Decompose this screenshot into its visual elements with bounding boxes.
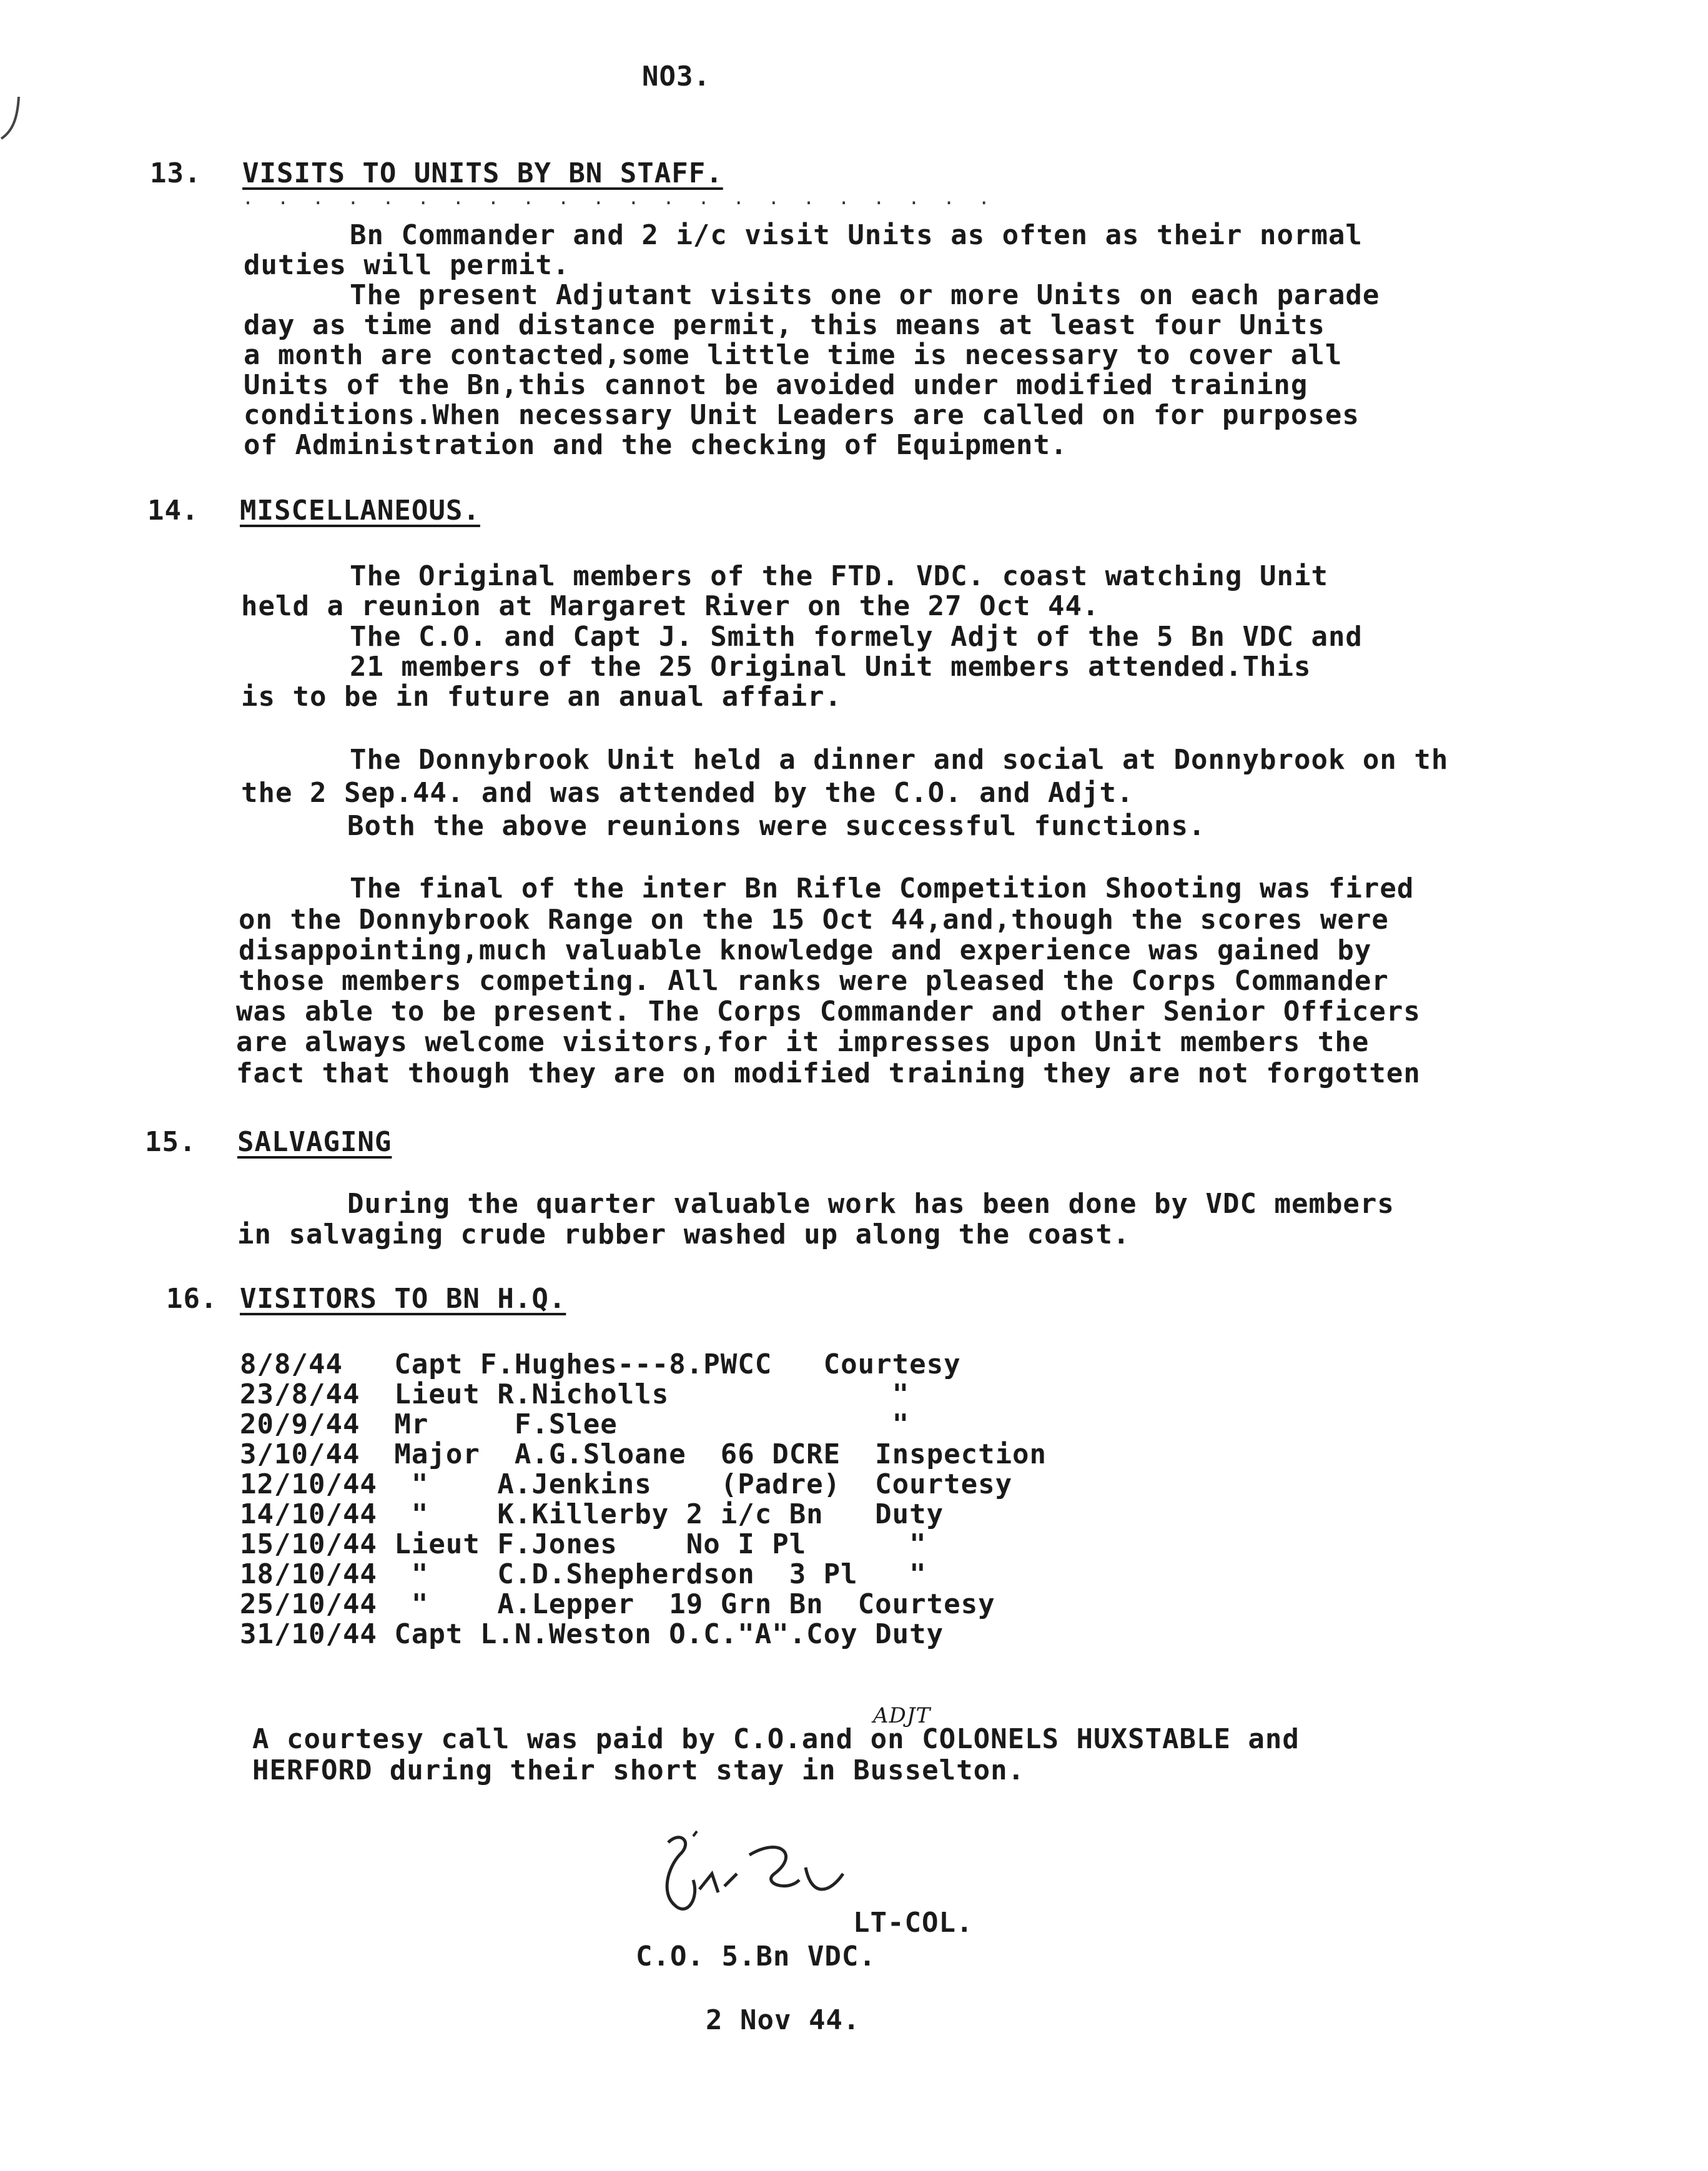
visitor-row: 15/10/44 Lieut F.Jones No I Pl " bbox=[240, 1528, 927, 1560]
section-14-line: held a reunion at Margaret River on the 27 Oct 44. bbox=[241, 590, 1100, 622]
section-13-line: of Administration and the checking of Equipment. bbox=[244, 429, 1068, 461]
section-15-line: in salvaging crude rubber washed up along the coast. bbox=[237, 1219, 1130, 1250]
visitor-row: 25/10/44 " A.Lepper 19 Grn Bn Courtesy bbox=[240, 1588, 995, 1620]
section-13-line: duties will permit. bbox=[244, 249, 570, 281]
visitor-row: 3/10/44 Major A.G.Sloane 66 DCRE Inspection bbox=[240, 1438, 1047, 1470]
section-14-line: 21 members of the 25 Original Unit members attended.This bbox=[350, 651, 1311, 683]
signature-title: C.O. 5.Bn VDC. bbox=[636, 1941, 876, 1972]
section-14-line: Both the above reunions were successful functions. bbox=[347, 810, 1206, 842]
section-15-line: During the quarter valuable work has been done by VDC members bbox=[347, 1188, 1395, 1220]
section-13-line: conditions.When necessary Unit Leaders are called on for purposes bbox=[244, 399, 1360, 431]
section-14-line: The Original members of the FTD. VDC. coast watching Unit bbox=[350, 560, 1328, 592]
heading-dotted-rule: . . . . . . . . . . . . . . . . . . . . . . bbox=[242, 187, 996, 209]
closing-line: HERFORD during their short stay in Busselton. bbox=[252, 1754, 1025, 1786]
section-14-line: on the Donnybrook Range on the 15 Oct 44,and,though the scores were bbox=[239, 904, 1389, 936]
section-14-line: disappointing,much valuable knowledge and experience was gained by bbox=[239, 934, 1372, 966]
section-14-line: are always welcome visitors,for it impresses upon Unit members the bbox=[236, 1026, 1370, 1058]
section-13-line: a month are contacted,some little time is necessary to cover all bbox=[244, 339, 1343, 371]
section-16-heading: VISITORS TO BN H.Q. bbox=[240, 1283, 566, 1315]
section-14-line: The final of the inter Bn Rifle Competition Shooting was fired bbox=[350, 873, 1414, 904]
section-13-line: Bn Commander and 2 i/c visit Units as often as their normal bbox=[350, 219, 1363, 251]
visitor-row: 14/10/44 " K.Killerby 2 i/c Bn Duty bbox=[240, 1498, 944, 1530]
section-14-line: those members competing. All ranks were pleased the Corps Commander bbox=[239, 965, 1389, 997]
section-14-line: The Donnybrook Unit held a dinner and social at Donnybrook on th bbox=[350, 744, 1449, 776]
visitor-row: 8/8/44 Capt F.Hughes---8.PWCC Courtesy bbox=[240, 1348, 961, 1380]
visitor-row: 31/10/44 Capt L.N.Weston O.C."A".Coy Duty bbox=[240, 1618, 944, 1650]
section-13-heading: VISITS TO UNITS BY BN STAFF. bbox=[242, 157, 723, 189]
closing-line: A courtesy call was paid by C.O.and on COLONELS HUXSTABLE and bbox=[252, 1723, 1300, 1755]
margin-mark bbox=[0, 94, 25, 144]
section-13-number: 13. bbox=[150, 157, 202, 189]
section-13-line: The present Adjutant visits one or more Units on each parade bbox=[350, 279, 1380, 311]
section-14-line: The C.O. and Capt J. Smith formely Adjt of the 5 Bn VDC and bbox=[350, 621, 1363, 653]
section-16-number: 16. bbox=[166, 1283, 218, 1315]
visitor-row: 20/9/44 Mr F.Slee " bbox=[240, 1408, 910, 1440]
section-13-line: Units of the Bn,this cannot be avoided under modified training bbox=[244, 369, 1308, 401]
section-14-line: fact that though they are on modified training they are not forgotten bbox=[236, 1057, 1421, 1089]
document-date: 2 Nov 44. bbox=[706, 2004, 861, 2036]
section-15-heading: SALVAGING bbox=[237, 1126, 392, 1158]
signature-rank: LT-COL. bbox=[853, 1907, 974, 1939]
page-number: NO3. bbox=[642, 61, 711, 92]
section-14-line: the 2 Sep.44. and was attended by the C.O. and Adjt. bbox=[241, 777, 1134, 809]
section-14-heading: MISCELLANEOUS. bbox=[240, 495, 480, 527]
visitor-row: 12/10/44 " A.Jenkins (Padre) Courtesy bbox=[240, 1468, 1013, 1500]
handwritten-insert: ADJT bbox=[873, 1703, 931, 1728]
section-13-line: day as time and distance permit, this means at least four Units bbox=[244, 309, 1325, 341]
section-14-line: is to be in future an anual affair. bbox=[241, 681, 842, 713]
section-14-number: 14. bbox=[147, 495, 199, 527]
signature bbox=[656, 1830, 881, 1930]
visitor-row: 23/8/44 Lieut R.Nicholls " bbox=[240, 1378, 910, 1410]
section-15-number: 15. bbox=[145, 1126, 197, 1158]
visitor-row: 18/10/44 " C.D.Shepherdson 3 Pl " bbox=[240, 1558, 927, 1590]
section-14-line: was able to be present. The Corps Commander and other Senior Officers bbox=[236, 996, 1421, 1027]
